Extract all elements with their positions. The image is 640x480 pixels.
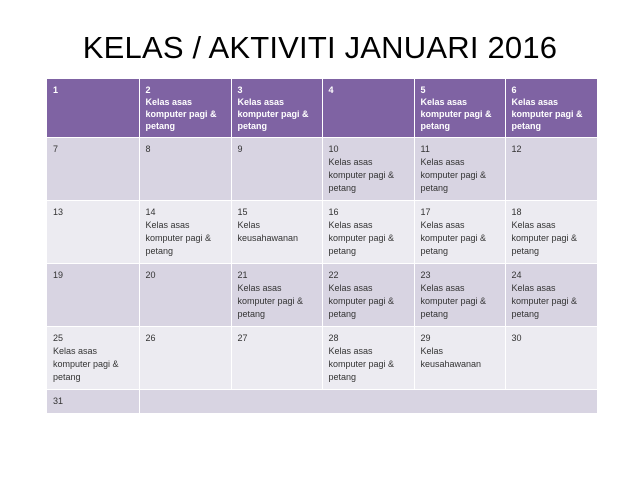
day-number: 16 [328, 207, 339, 217]
calendar-row-week-1 [47, 79, 597, 138]
calendar-cell [47, 264, 139, 327]
calendar-cell [47, 390, 139, 414]
calendar-row-week-6 [47, 390, 597, 414]
calendar-cell [47, 138, 139, 201]
calendar-cell [414, 327, 505, 390]
day-number: 8 [145, 144, 151, 154]
day-number: 3 [237, 85, 243, 95]
calendar-cell [322, 201, 414, 264]
calendar-cell [414, 264, 505, 327]
day-number: 9 [237, 144, 243, 154]
event-text: Kelas asas komputer pagi & petang [145, 220, 212, 256]
page-title: KELAS / AKTIVITI JANUARI 2016 [82, 30, 558, 65]
day-number: 24 [511, 270, 522, 280]
day-number: 15 [237, 207, 248, 217]
day-number: 4 [328, 85, 334, 95]
calendar-cell [231, 79, 322, 138]
calendar-cell [47, 201, 139, 264]
day-number: 10 [328, 144, 339, 154]
day-number: 11 [420, 144, 430, 154]
calendar-cell [414, 201, 505, 264]
day-number: 29 [420, 333, 431, 343]
day-number: 17 [420, 207, 431, 217]
calendar-cell [414, 138, 505, 201]
day-number: 20 [145, 270, 156, 280]
event-text: Kelas asas komputer pagi & petang [328, 346, 395, 382]
calendar-row-week-5 [47, 327, 597, 390]
day-number: 23 [420, 270, 431, 280]
calendar-cell [231, 264, 322, 327]
calendar-cell [322, 264, 414, 327]
calendar-cell [505, 79, 597, 138]
event-text: Kelas asas komputer pagi & petang [145, 97, 217, 131]
event-text: Kelas keusahawanan [237, 220, 299, 243]
calendar-cell [322, 138, 414, 201]
event-text: Kelas asas komputer pagi & petang [237, 97, 309, 131]
event-text: Kelas asas komputer pagi & petang [420, 97, 492, 131]
day-number: 5 [420, 85, 426, 95]
calendar-cell [139, 327, 231, 390]
calendar-cell [47, 79, 139, 138]
event-text: Kelas asas komputer pagi & petang [420, 283, 487, 319]
calendar-cell [414, 79, 505, 138]
day-number: 2 [145, 85, 151, 95]
calendar-table [47, 79, 597, 414]
calendar-empty-span [139, 390, 597, 414]
day-number: 14 [145, 207, 156, 217]
calendar-cell [505, 327, 597, 390]
event-text: Kelas asas komputer pagi & petang [328, 220, 395, 256]
calendar-row-week-2 [47, 138, 597, 201]
day-number: 18 [511, 207, 522, 217]
calendar-row-week-3 [47, 201, 597, 264]
event-text: Kelas asas komputer pagi & petang [511, 97, 583, 131]
day-number: 26 [145, 333, 156, 343]
event-text: Kelas keusahawanan [420, 346, 482, 369]
day-number: 30 [511, 333, 522, 343]
calendar-cell [505, 201, 597, 264]
calendar-cell [505, 138, 597, 201]
day-number: 13 [53, 207, 64, 217]
day-number: 25 [53, 333, 64, 343]
day-number: 22 [328, 270, 339, 280]
day-number: 21 [237, 270, 248, 280]
calendar-row-week-4 [47, 264, 597, 327]
day-number: 27 [237, 333, 248, 343]
calendar-cell [505, 264, 597, 327]
calendar-cell [322, 79, 414, 138]
day-number: 31 [53, 396, 64, 406]
event-text: Kelas asas komputer pagi & petang [53, 346, 119, 382]
day-number: 12 [511, 144, 522, 154]
event-text: Kelas asas komputer pagi & petang [511, 283, 578, 319]
day-number: 1 [53, 85, 59, 95]
day-number: 6 [511, 85, 517, 95]
event-text: Kelas asas komputer pagi & petang [511, 220, 578, 256]
day-number: 19 [53, 270, 64, 280]
calendar-cell [231, 138, 322, 201]
calendar-cell [47, 327, 139, 390]
event-text: Kelas asas komputer pagi & petang [420, 220, 487, 256]
event-text: Kelas asas komputer pagi & petang [328, 283, 395, 319]
calendar-cell [231, 201, 322, 264]
calendar-cell [139, 138, 231, 201]
event-text: Kelas asas komputer pagi & petang [328, 157, 395, 193]
calendar-cell [139, 79, 231, 138]
calendar-cell [231, 327, 322, 390]
day-number: 28 [328, 333, 339, 343]
calendar-cell [139, 201, 231, 264]
day-number: 7 [53, 144, 59, 154]
event-text: Kelas asas komputer pagi & petang [420, 157, 487, 193]
calendar-cell [322, 327, 414, 390]
event-text: Kelas asas komputer pagi & petang [237, 283, 304, 319]
calendar-cell [139, 264, 231, 327]
